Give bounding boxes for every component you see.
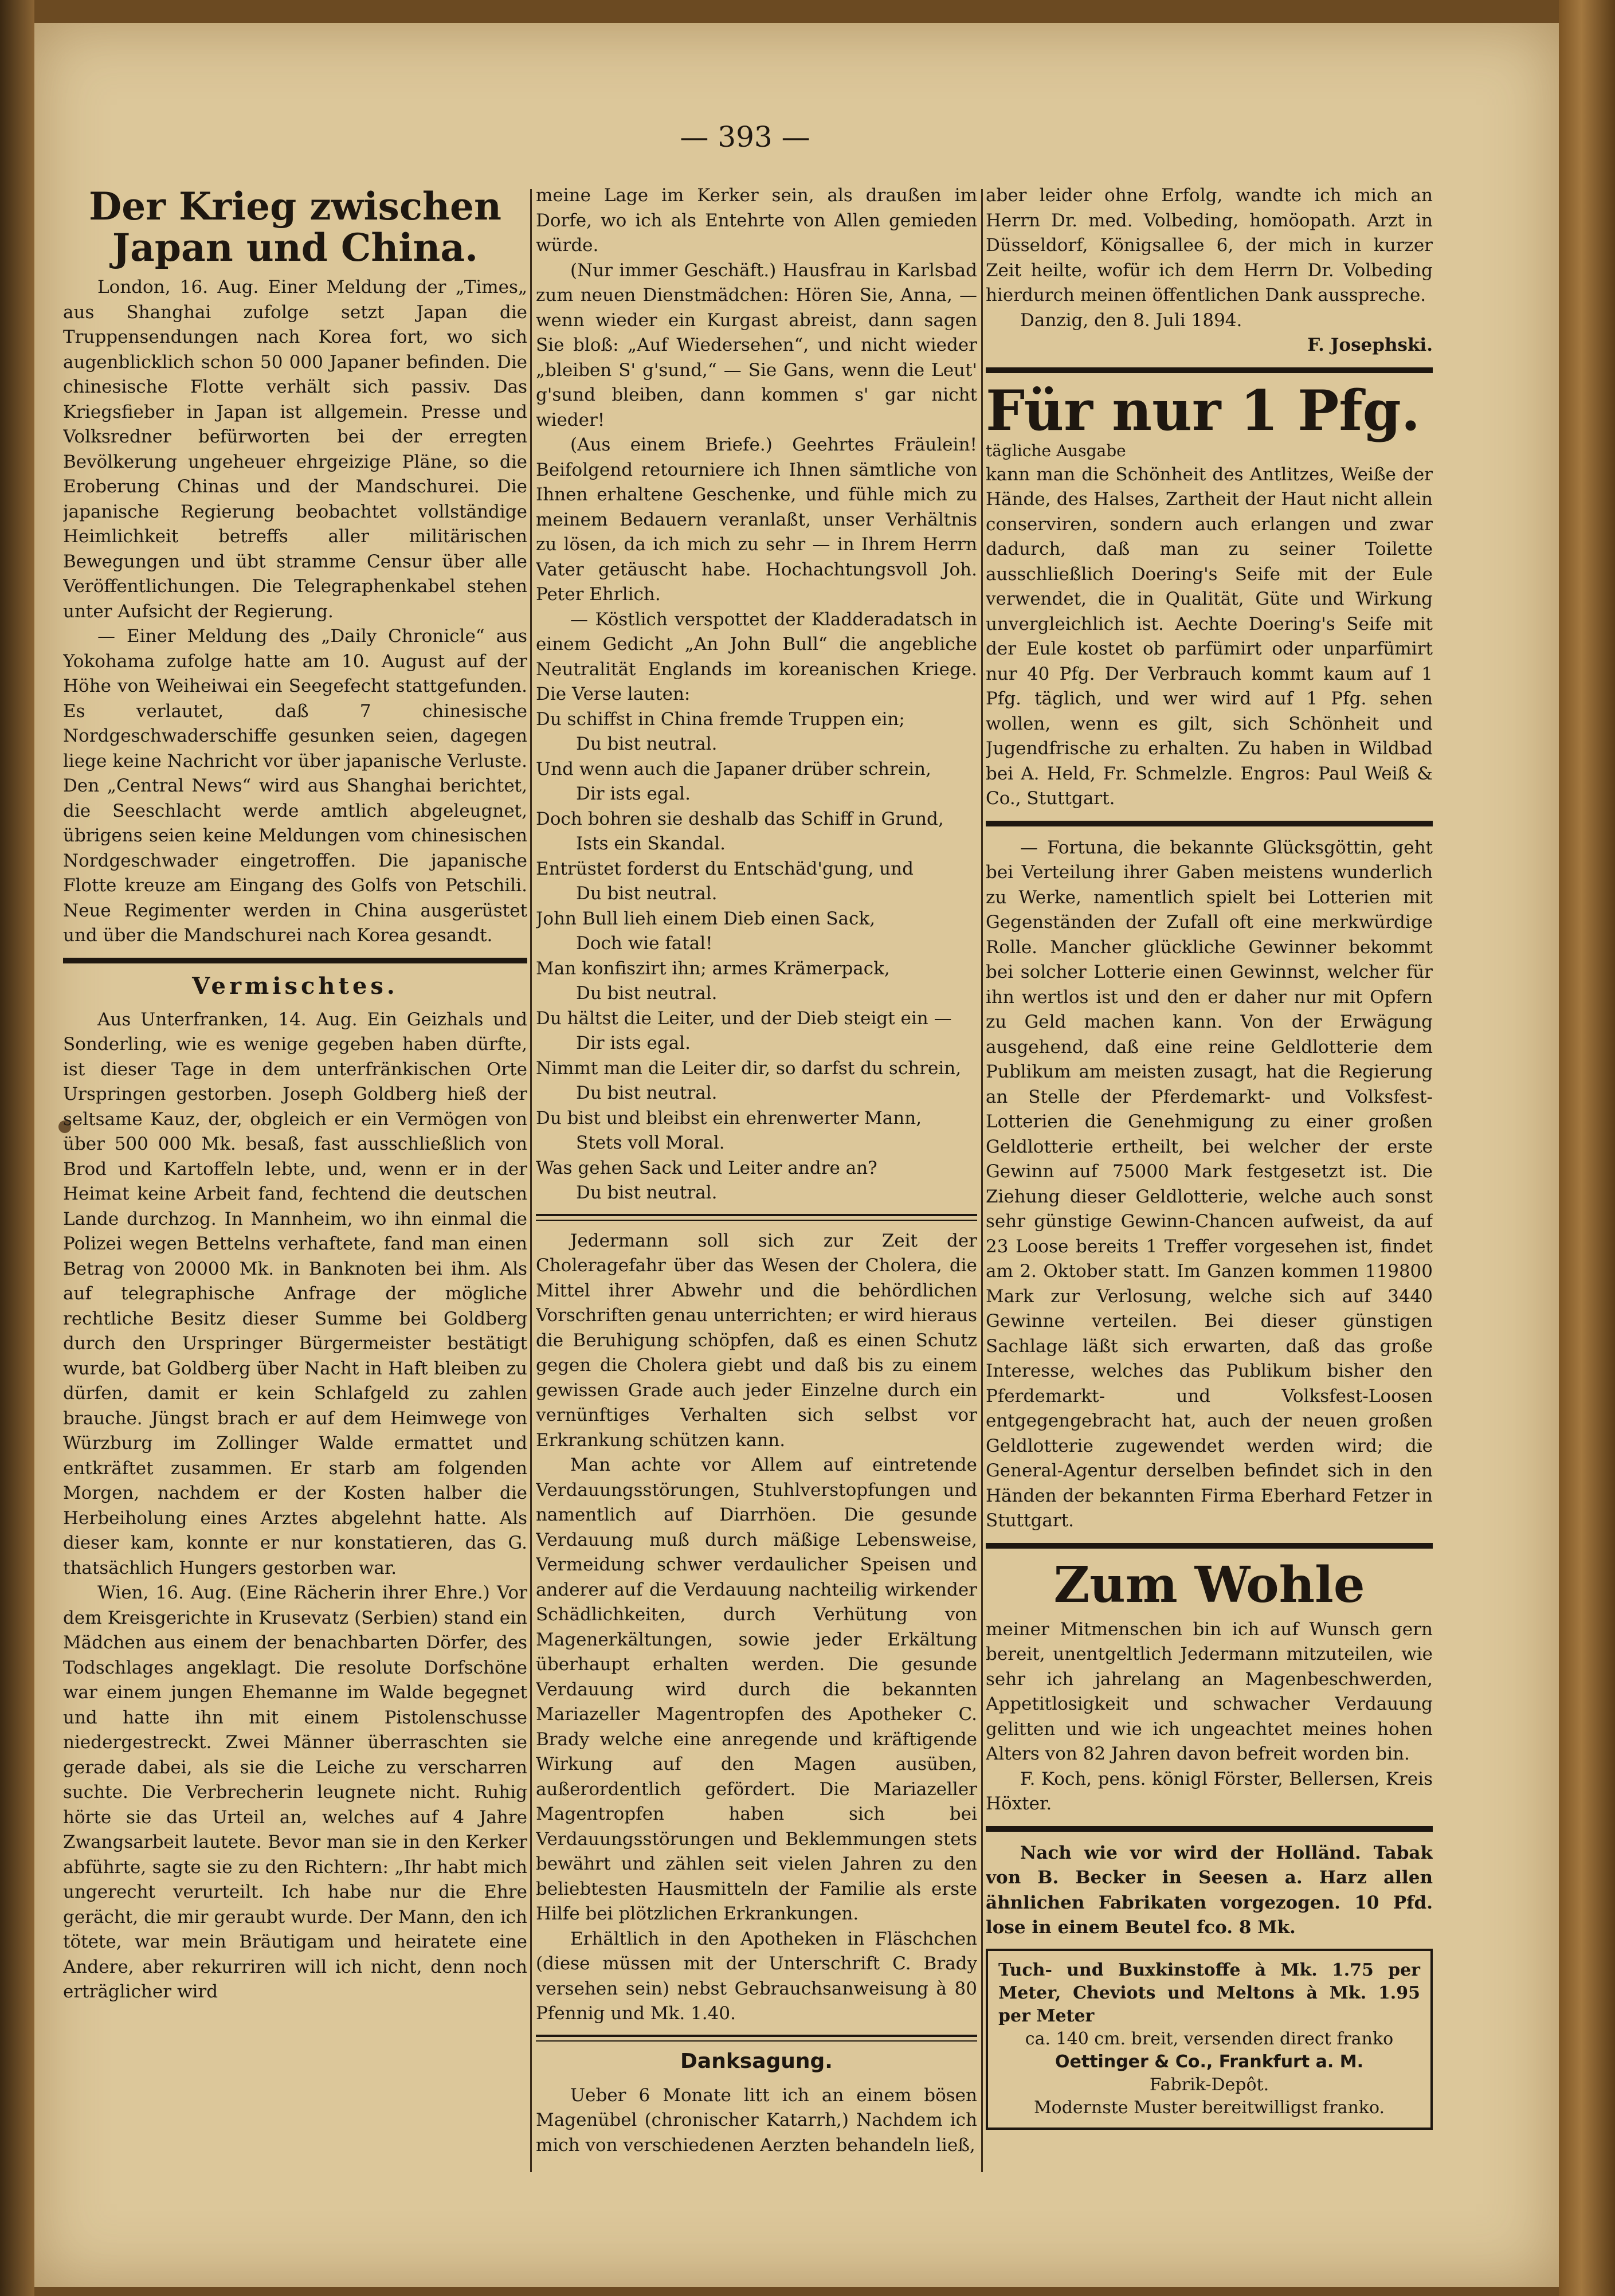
ad-divider: [986, 1826, 1433, 1832]
poem-line: Doch wie fatal!: [576, 933, 713, 954]
soap-ad-title: Für nur 1 Pfg.: [986, 382, 1421, 443]
article-paragraph: — Einer Meldung des „Daily Chronicle“ aus Yokohama zufolge hatte am 10. August auf der Höhe von Weiheiwai ein Seegefecht stattgefunden. Es verlautet, daß 7 chinesische Nordgeschwaderschiffe gesunken seien, dagegen liege keine Nachricht vor über japanische Verluste. Den „Central News“ wird aus Shanghai berichtet, die Seeschlacht werde amtlich abgeleugnet, übrigens seien keine Meldungen vom chinesischen Nordgeschwader eingetroffen. Die japanische Flotte kreuze am Eingang des Golfs von Petschili. Neue Regimenter werden in China ausgerüstet und über die Mandschurei nach Korea gesandt.: [63, 626, 527, 946]
cloth-ad-box: [986, 1949, 1433, 2130]
poem-line: Was gehen Sack und Leiter andre an?: [536, 1157, 877, 1178]
poem-line: Du bist neutral.: [576, 983, 718, 1004]
cholera-notice: Erhältlich in den Apotheken in Fläschchen (diese müssen mit der Unterschrift C. Brady versehen sein) nebst Gebrauchsanweisung à 80 Pfennig und Mk. 1.40.: [536, 1928, 977, 2024]
poem-line: Dir ists egal.: [576, 1033, 691, 1053]
poem-line: Du schiffst in China fremde Truppen ein;: [536, 708, 905, 730]
poem-line: Nimmt man die Leiter dir, so darfst du schrein,: [536, 1057, 962, 1079]
article-paragraph: (Aus einem Briefe.) Geehrtes Fräulein! Beifolgend retourniere ich Ihnen sämtliche von Ihnen erhaltene Geschenke, und fühle mich zu meinem Bedauern veranlaßt, unser Verhältnis zu lösen, da ich mich zu sehr — in Ihrem Herrn Vater getäuscht habe. Hochachtungsvoll Joh. Peter Ehrlich.: [536, 434, 977, 605]
danksagung-signature: F. Josephski.: [1307, 335, 1433, 355]
column-2: [536, 183, 977, 2189]
section-divider: [536, 1214, 977, 1221]
column-rule-1: [530, 189, 532, 2172]
danksagung-heading: Danksagung.: [680, 2049, 833, 2073]
soap-ad-side: tägliche Ausgabe: [986, 441, 1126, 460]
headline-war: Der Krieg zwischen Japan und China.: [89, 184, 501, 270]
ad-divider: [986, 367, 1433, 373]
article-paragraph: — Köstlich verspottet der Kladderadatsch in einem Gedicht „An John Bull“ die angebliche Neutralität Englands im koreanischen Kriege. Die Verse lauten:: [536, 609, 977, 704]
section-heading: Vermischtes.: [192, 972, 398, 1000]
cloth-ad-company: Oettinger & Co., Frankfurt a. M.: [1055, 2051, 1363, 2072]
cloth-ad-samples: Modernste Muster bereitwilligst franko.: [1033, 2097, 1385, 2118]
poem-line: Doch bohren sie deshalb das Schiff in Grund,: [536, 808, 944, 829]
article-paragraph: London, 16. Aug. Einer Meldung der „Times„ aus Shanghai zufolge setzt Japan die Truppensendungen nach Korea fort, wo sich augenblicklich schon 50 000 Japaner befinden. Die chinesische Flotte verhält sich passiv. Das Kriegsfieber in Japan ist allgemein. Presse und Volksredner befürworten bei der erregten Bevölkerung ungeheuer ehrgeizige Pläne, so die Eroberung Chinas und der Mandschurei. Die japanische Regierung beobachtet vollständige Heimlichkeit betreffs aller militärischen Bewegungen und übt stramme Censur über alle Veröffentlichungen. Die Telegraphenkabel stehen unter Aufsicht der Regierung.: [63, 277, 527, 622]
soap-ad-text: kann man die Schönheit des Antlitzes, Weiße der Hände, des Halses, Zartheit der Haut nicht allein conserviren, sondern auch erlangen und zwar dadurch, daß man zu seiner Toilette ausschließlich Doering's Seife mit der Eule verwendet, die in Qualität, Güte und Wirkung unvergleichlich ist. Aechte Doering's Seife mit der Eule kostet ob parfümirt oder unparfümirt nur 40 Pfg. Der Verbrauch kommt kaum auf 1 Pfg. täglich, und wer wird auf 1 Pfg. sehen wollen, wenn es gilt, sich Schönheit und Jugendfrische zu erhalten. Zu haben in Wildbad bei A. Held, Fr. Schmelzle. Engros: Paul Weiß & Co., Stuttgart.: [986, 464, 1433, 809]
page-number: — 393 —: [680, 120, 810, 154]
tobacco-ad: Nach wie vor wird der Holländ. Tabak von B. Becker in Seesen a. Harz allen ähnlichen Fabrikaten vorgezogen. 10 Pfd. lose in einem Beutel fco. 8 Mk.: [986, 1842, 1433, 1938]
article-paragraph: Wien, 16. Aug. (Eine Rächerin ihrer Ehre.) Vor dem Kreisgerichte in Krusevatz (Serbien) stand ein Mädchen aus einem der benachbarten Dörfer, des Todschlages angeklagt. Die resolute Dorfschöne war einem jungen Ehemanne im Walde begegnet und hatte ihn mit einem Pistolenschusse niedergestreckt. Zwei Männer überraschten sie gerade dabei, als sie die Leiche zu verscharren suchte. Die Verbrecherin leugnete nicht. Ruhig hörte sie das Urteil an, welches auf 4 Jahre Zwangsarbeit lautete. Bevor man sie in den Kerker abführte, sagte sie zu den Richtern: „Ihr habt mich ungerecht verurteilt. Ich habe nur die Ehre gerächt, die mir geraubt wurde. Der Mann, den ich tötete, war mein Bräutigam und heiratete eine Andere, aber rekurriren will ich nicht, denn noch erträglicher wird: [63, 1582, 527, 2002]
cholera-notice: Man achte vor Allem auf eintretende Verdauungsstörungen, Stuhlverstopfungen und namentlich auf Diarrhöen. Die gesunde Verdauung muß durch mäßige Lebensweise, Vermeidung schwer verdaulicher Speisen und anderer auf die Verdauung nachteilig wirkender Schädlichkeiten, durch Verhütung von Magenerkältungen, sowie jeder Erkältung überhaupt erhalten werden. Die gesunde Verdauung wird durch die bekannten Mariazeller Magentropfen des Apotheker C. Brady welche eine anregende und kräftigende Wirkung auf den Magen ausüben, außerordentlich gefördert. Die Mariazeller Magentropfen haben sich bei Verdauungsstörungen und Beklemmungen stets bewährt und zählen seit vielen Jahren zu den beliebtesten Hausmitteln der Familie als erste Hilfe bei plötzlichen Erkrankungen.: [536, 1455, 977, 1924]
poem-line: Du bist und bleibst ein ehrenwerter Mann,: [536, 1107, 922, 1129]
poem-line: Stets voll Moral.: [576, 1133, 725, 1153]
ad-divider: [986, 821, 1433, 826]
poem-line: Man konfiszirt ihn; armes Krämerpack,: [536, 958, 890, 979]
poem: [536, 707, 977, 1206]
poem-line: Du hältst die Leiter, und der Dieb steigt ein —: [536, 1008, 952, 1029]
cholera-notice: Jedermann soll sich zur Zeit der Choleragefahr über das Wesen der Cholera, die Mittel ihrer Abwehr und die behördlichen Vorschriften genau unterrichten; er wird hieraus die Beruhigung schöpfen, daß es einen Schutz gegen die Cholera giebt und daß bis zu einem gewissen Grade auch jeder Einzelne durch ein vernünftiges Verhalten sich selbst vor Erkrankung schützen kann.: [536, 1230, 977, 1451]
section-divider: [536, 2035, 977, 2042]
poem-line: Du bist neutral.: [576, 883, 718, 904]
cloth-ad-detail: ca. 140 cm. breit, versenden direct franko: [1025, 2028, 1394, 2049]
poem-line: Entrüstet forderst du Entschäd'gung, und: [536, 858, 914, 879]
book-edge: [1559, 0, 1615, 2296]
column-3: [986, 183, 1433, 2189]
danksagung-date: Danzig, den 8. Juli 1894.: [1020, 309, 1242, 331]
soap-ad-header: [986, 382, 1433, 463]
wohl-ad-signature: F. Koch, pens. königl Förster, Bellersen, Kreis Höxter.: [986, 1768, 1433, 1814]
column-rule-2: [981, 189, 983, 2172]
poem-line: Du bist neutral.: [576, 734, 718, 754]
poem-line: Du bist neutral.: [576, 1182, 718, 1203]
wohl-ad-title: Zum Wohle: [1053, 1556, 1365, 1614]
cloth-ad-headline: Tuch- und Buxkinstoffe à Mk. 1.75 per Meter, Cheviots und Meltons à Mk. 1.95 per Meter: [998, 1960, 1420, 2026]
ad-divider: [986, 1543, 1433, 1549]
wohl-ad-text: meiner Mitmenschen bin ich auf Wunsch gern bereit, unentgeltlich Jedermann mitzuteilen, wie sehr ich jahrelang an Magenbeschwerden, Appetitlosigkeit und schwacher Verdauung gelitten und wie ich ungeachtet meines hohen Alters von 82 Jahren davon befreit worden bin.: [986, 1619, 1433, 1764]
article-paragraph: Aus Unterfranken, 14. Aug. Ein Geizhals und Sonderling, wie es wenige gegeben haben dürfte, ist dieser Tage in dem unterfränkischen Orte Urspringen gestorben. Joseph Goldberg hieß der seltsame Kauz, der, obgleich er ein Vermögen von über 500 000 Mk. besaß, fast ausschließlich von Brod und Kartoffeln lebte, und, wenn er in der Heimat keine Arbeit fand, fechtend die deutschen Lande durchzog. In Mannheim, wo ihn einmal die Polizei wegen Bettelns verhaftete, fand man einen Betrag von 20000 Mk. in Banknoten bei ihm. Als auf telegraphische Anfrage der mögliche rechtliche Besitz dieser Summe bei Goldberg durch den Urspringer Bürgermeister bestätigt wurde, bat Goldberg über Nacht in Haft bleiben zu dürfen, damit er kein Schlafgeld zu zahlen brauche. Jüngst brach er auf dem Heimwege von Würzburg im Zollinger Walde ermattet und entkräftet zusammen. Er starb am folgenden Morgen, nachdem er der Kosten halber die Herbeiholung eines Arztes abgelehnt hatte. Als dieser kam, konnte er nur konstatieren, das G. thatsächlich Hungers gestorben war.: [63, 1009, 527, 1578]
poem-line: Und wenn auch die Japaner drüber schrein,: [536, 758, 931, 779]
cloth-ad-depot: Fabrik-Depôt.: [1149, 2074, 1269, 2095]
poem-line: John Bull lieh einem Dieb einen Sack,: [536, 908, 876, 929]
article-paragraph: meine Lage im Kerker sein, als draußen im Dorfe, wo ich als Entehrte von Allen gemieden würde.: [536, 185, 977, 256]
danksagung-text: Ueber 6 Monate litt ich an einem bösen Magenübel (chronischer Katarrh,) Nachdem ich mich von verschiedenen Aerzten behandeln ließ,: [536, 2085, 977, 2156]
section-divider: [63, 958, 527, 963]
article-paragraph: (Nur immer Geschäft.) Hausfrau in Karlsbad zum neuen Dienstmädchen: Hören Sie, Anna, — wenn wieder ein Kurgast abreist, dann sagen Sie bloß: „Auf Wiedersehen“, und nicht wieder „bleiben S' g'sund,“ — Sie Gans, wenn die Leut' g'sund bleiben, dann kommen s' gar nicht wieder!: [536, 260, 977, 430]
poem-line: Ists ein Skandal.: [576, 833, 726, 854]
danksagung-continued: aber leider ohne Erfolg, wandte ich mich an Herrn Dr. med. Volbeding, homöopath. Arzt in Düsseldorf, Königsallee 6, der mich in kurzer Zeit heilte, wofür ich dem Herrn Dr. Volbeding hierdurch meinen öffentlichen Dank ausspreche.: [986, 185, 1433, 305]
poem-line: Dir ists egal.: [576, 783, 691, 804]
lottery-article: — Fortuna, die bekannte Glücksgöttin, geht bei Verteilung ihrer Gaben meistens wunderlich zu Werke, namentlich spielt bei Lotterien mit Gegenständen der Zufall oft eine merkwürdige Rolle. Mancher glückliche Gewinner bekommt bei solcher Lotterie einen Gewinnst, welcher für ihn wertlos ist und den er daher nur mit Opfern zu Geld machen kann. Von der Erwägung ausgehend, daß eine reine Geldlotterie dem Publikum am meisten zusagt, hat die Regierung an Stelle der Pferdemarkt- und Volksfest-Lotterien die Genehmigung zu einer großen Geldlotterie ertheilt, bei welcher der erste Gewinn auf 75000 Mark festgesetzt ist. Die Ziehung dieser Geldlotterie, welche auch sonst sehr günstige Gewinn-Chancen aufweist, da auf 23 Loose bereits 1 Treffer vorgesehen ist, findet am 2. Oktober statt. Im Ganzen kommen 119800 Mark zur Verlosung, welche sich auf 3440 Gewinne verteilen. Bei dieser günstigen Sachlage läßt sich erwarten, daß das große Interesse, welches das Publikum bisher den Pferdemarkt- und Volksfest-Loosen entgegengebracht hat, auch der neuen großen Geldlotterie zugewendet werden wird; die General-Agentur derselben befindet sich in den Händen der bekannten Firma Eberhard Fetzer in Stuttgart.: [986, 837, 1433, 1531]
column-1: [63, 183, 527, 2189]
book-spine: [0, 0, 34, 2296]
poem-line: Du bist neutral.: [576, 1083, 718, 1103]
